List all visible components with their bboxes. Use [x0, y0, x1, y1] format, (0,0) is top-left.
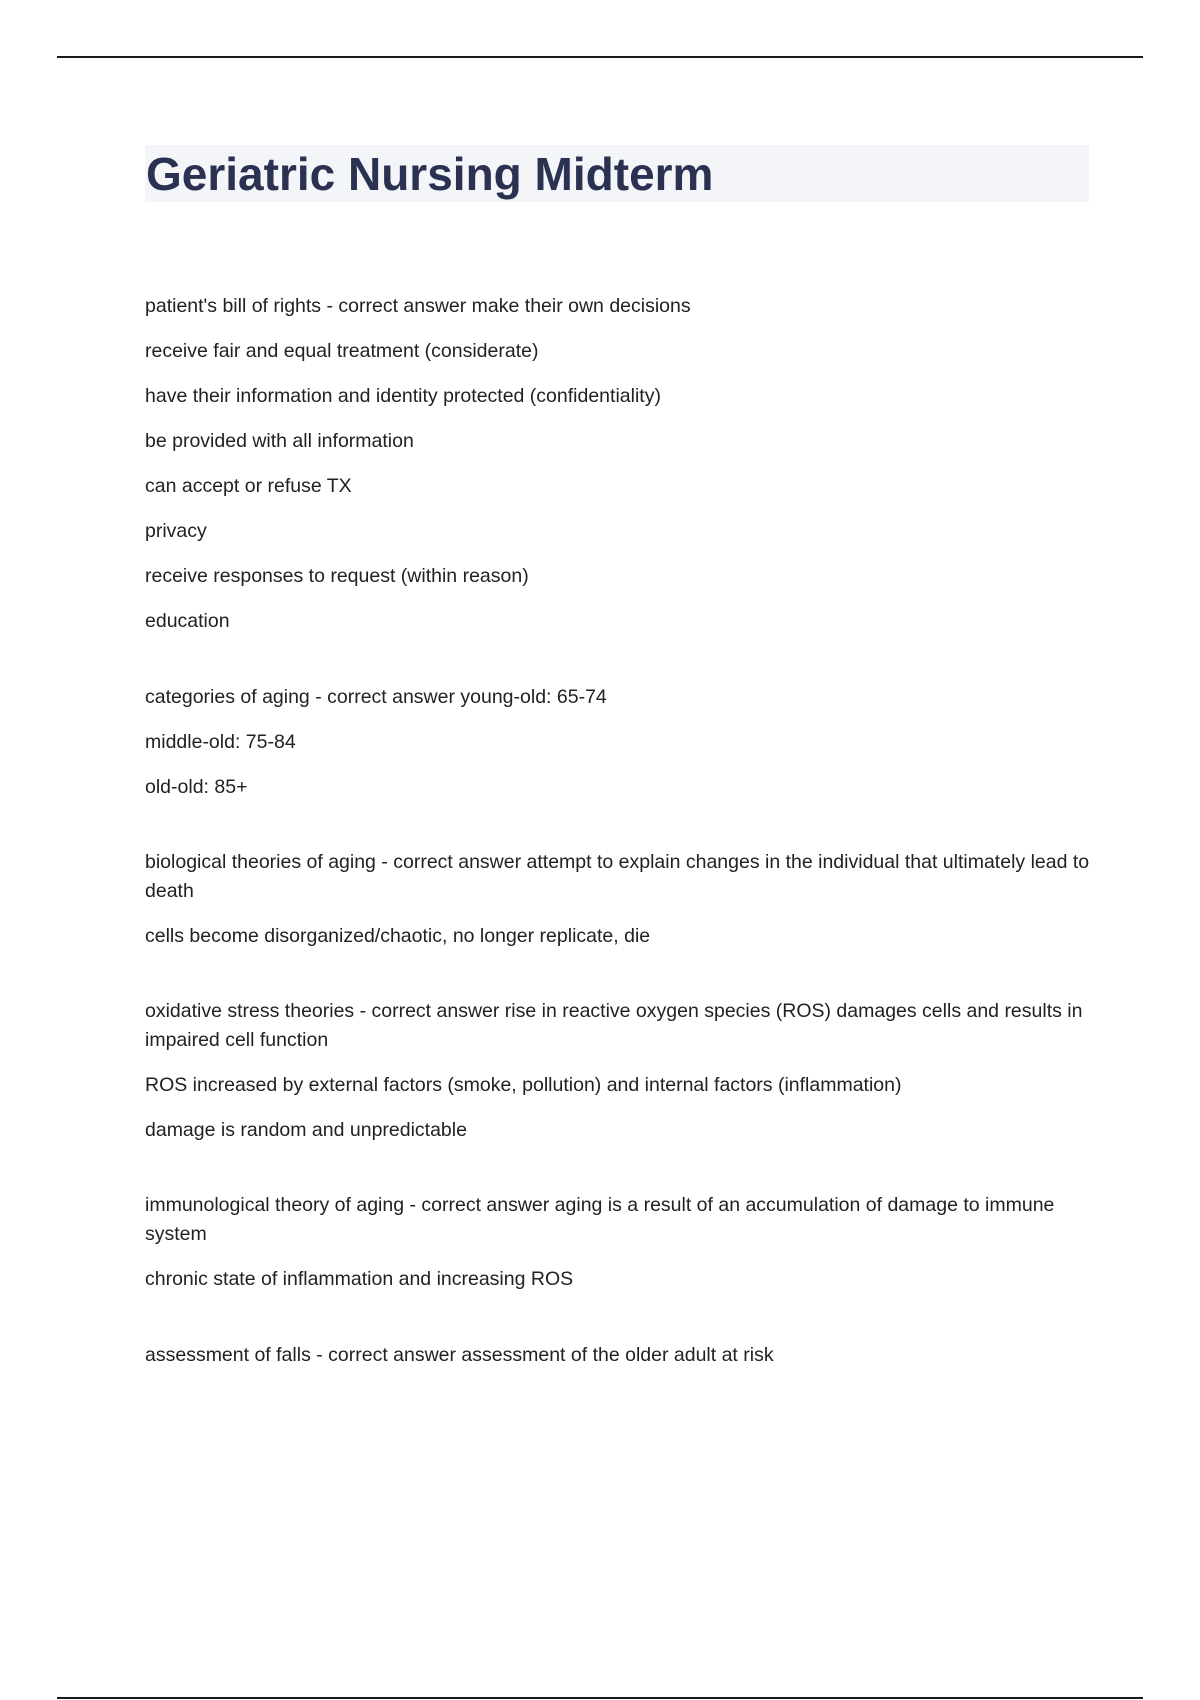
- entry-line: privacy: [145, 520, 207, 542]
- entry-line: receive responses to request (within reason): [145, 565, 529, 587]
- entry-line: receive fair and equal treatment (considerate): [145, 340, 539, 362]
- flashcard-list: [145, 291, 1090, 1370]
- entry-line: education: [145, 610, 230, 632]
- page-title: Geriatric Nursing Midterm: [146, 148, 714, 200]
- header-rule: [57, 56, 1143, 58]
- entry-line: chronic state of inflammation and increasing ROS: [145, 1268, 574, 1290]
- entry-line: have their information and identity protected (confidentiality): [145, 385, 661, 407]
- flashcard-entry: [145, 682, 1090, 802]
- flashcard-entry: [145, 1340, 1090, 1370]
- entry-line: immunological theory of aging - correct answer aging is a result of an accumulation of damage to immune system: [145, 1194, 1055, 1245]
- flashcard-entry: [145, 997, 1090, 1145]
- entry-line: can accept or refuse TX: [145, 475, 352, 497]
- entry-line: categories of aging - correct answer young-old: 65-74: [145, 686, 607, 708]
- entry-line: assessment of falls - correct answer assessment of the older adult at risk: [145, 1344, 774, 1366]
- flashcard-entry: [145, 848, 1090, 951]
- footer-rule: [57, 1697, 1143, 1699]
- entry-line: ROS increased by external factors (smoke, pollution) and internal factors (inflammation): [145, 1074, 902, 1096]
- entry-line: middle-old: 75-84: [145, 731, 296, 753]
- entry-line: patient's bill of rights - correct answer make their own decisions: [145, 295, 691, 317]
- flashcard-entry: [145, 291, 1090, 636]
- entry-line: oxidative stress theories - correct answer rise in reactive oxygen species (ROS) damages cells and results in impaired cell function: [145, 1000, 1083, 1051]
- flashcard-entry: [145, 1191, 1090, 1294]
- entry-line: old-old: 85+: [145, 776, 248, 798]
- entry-line: cells become disorganized/chaotic, no longer replicate, die: [145, 925, 651, 947]
- entry-line: biological theories of aging - correct answer attempt to explain changes in the individual that ultimately lead to death: [145, 851, 1090, 902]
- entry-line: damage is random and unpredictable: [145, 1119, 467, 1141]
- entry-line: be provided with all information: [145, 430, 414, 452]
